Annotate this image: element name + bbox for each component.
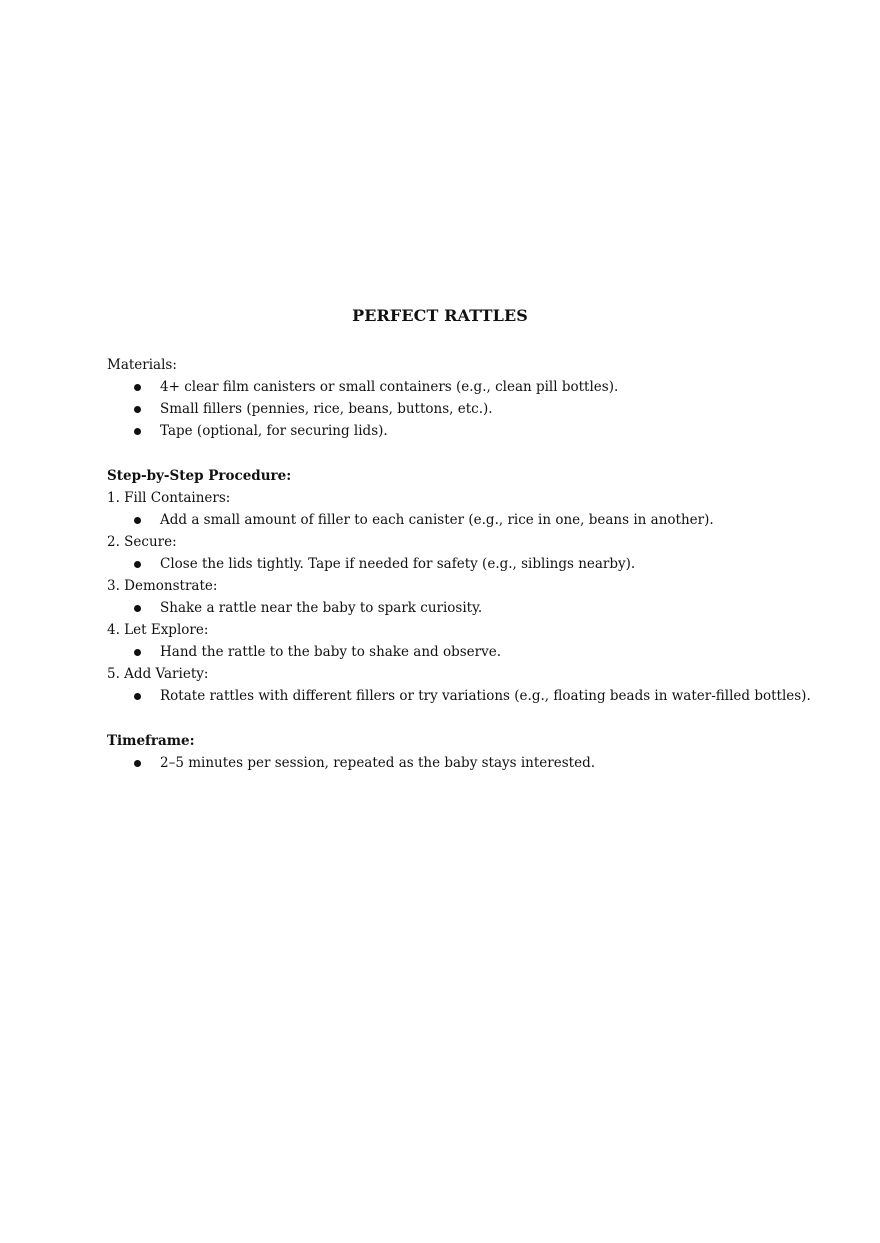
step-detail-text: Rotate rattles with different fillers or try variations (e.g., floating beads in water-filled bottles). <box>160 688 811 704</box>
materials-item-text: Small fillers (pennies, rice, beans, buttons, etc.). <box>160 401 493 417</box>
step-detail <box>131 687 811 705</box>
materials-item <box>131 400 493 418</box>
materials-item-text: 4+ clear film canisters or small containers (e.g., clean pill bottles). <box>160 379 619 395</box>
timeframe-item <box>131 754 595 772</box>
page-title: PERFECT RATTLES <box>352 306 528 325</box>
procedure-heading: Step-by-Step Procedure: <box>107 468 292 484</box>
step-label: 3. Demonstrate: <box>107 578 218 594</box>
step-detail <box>131 599 482 617</box>
step-label: 5. Add Variety: <box>107 666 209 682</box>
step-detail-text: Shake a rattle near the baby to spark curiosity. <box>160 600 483 616</box>
bullet-icon <box>134 760 141 767</box>
timeframe-item-text: 2–5 minutes per session, repeated as the baby stays interested. <box>160 755 596 771</box>
step-detail-text: Hand the rattle to the baby to shake and observe. <box>160 644 501 660</box>
bullet-icon <box>134 384 141 391</box>
step-detail-text: Close the lids tightly. Tape if needed for safety (e.g., siblings nearby). <box>160 556 636 572</box>
bullet-icon <box>134 517 141 524</box>
materials-item <box>131 378 618 396</box>
bullet-icon <box>134 693 141 700</box>
bullet-icon <box>134 561 141 568</box>
step-detail-text: Add a small amount of filler to each canister (e.g., rice in one, beans in another). <box>160 512 714 528</box>
bullet-icon <box>134 406 141 413</box>
bullet-icon <box>134 605 141 612</box>
step-detail <box>131 643 501 661</box>
materials-item <box>131 422 388 440</box>
step-detail <box>131 511 714 529</box>
step-label: 2. Secure: <box>107 534 177 550</box>
materials-heading: Materials: <box>107 357 177 373</box>
bullet-icon <box>134 649 141 656</box>
bullet-icon <box>134 428 141 435</box>
timeframe-heading: Timeframe: <box>107 733 195 749</box>
step-label: 1. Fill Containers: <box>107 490 231 506</box>
step-detail <box>131 555 635 573</box>
step-label: 4. Let Explore: <box>107 622 209 638</box>
materials-item-text: Tape (optional, for securing lids). <box>160 423 388 439</box>
